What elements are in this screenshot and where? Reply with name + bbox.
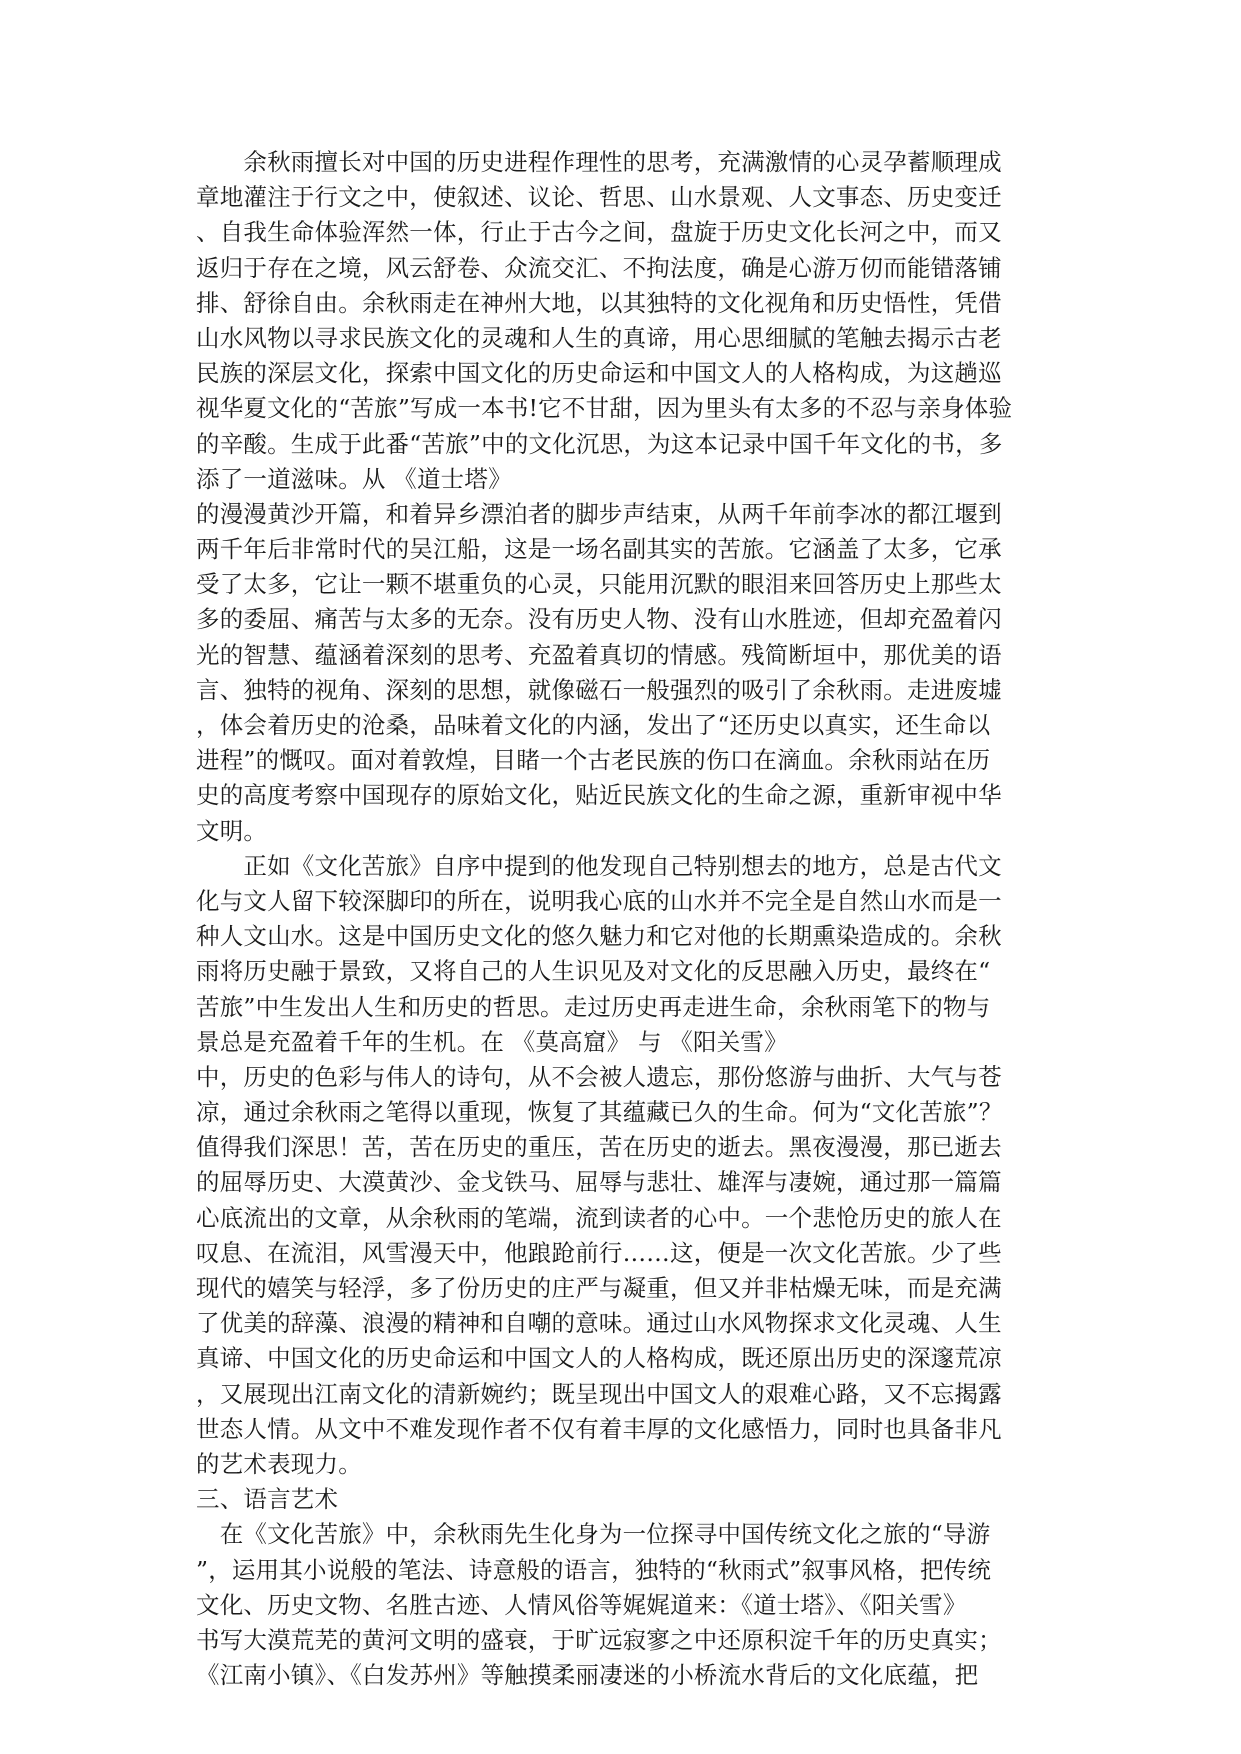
text-line: 、自我生命体验浑然一体，行止于古今之间，盘旋于历史文化长河之中，而又 — [196, 218, 1002, 247]
text-line: 正如《文化苦旅》自序中提到的他发现自己特别想去的地方，总是古代文 — [196, 851, 1002, 880]
text-line: 言、独特的视角、深刻的思想，就像磁石一般强烈的吸引了余秋雨。走进废墟 — [196, 675, 1002, 704]
text-line: 凉，通过余秋雨之笔得以重现，恢复了其蕴藏已久的生命。何为“文化苦旅”？ — [196, 1098, 1003, 1127]
text-line: 山水风物以寻求民族文化的灵魂和人生的真谛，用心思细腻的笔触去揭示古老 — [196, 323, 1002, 352]
text-line: ，体会着历史的沧桑，品味着文化的内涵，发出了“还历史以真实，还生命以 — [196, 711, 991, 739]
text-line: 的辛酸。生成于此番“苦旅”中的文化沉思，为这本记录中国千年文化的书，多 — [196, 429, 1003, 458]
text-line: 雨将历史融于景致，又将自己的人生识见及对文化的反思融入历史，最终在“ — [196, 957, 991, 986]
text-line: 史的高度考察中国现存的原始文化，贴近民族文化的生命之源，重新审视中华 — [196, 781, 1002, 810]
text-line: ”，运用其小说般的笔法、诗意般的语言，独特的“秋雨式”叙事风格，把传统 — [196, 1555, 992, 1584]
text-line: 书写大漠荒芜的黄河文明的盛衰，于旷远寂寥之中还原积淀千年的历史真实； — [196, 1625, 1002, 1654]
text-line: 两千年后非常时代的吴江船，这是一场名副其实的苦旅。它涵盖了太多，它承 — [196, 535, 1002, 564]
text-line: 民族的深层文化，探索中国文化的历史命运和中国文人的人格构成，为这趟巡 — [196, 359, 1002, 388]
text-line: 《江南小镇》、《白发苏州》等触摸柔丽凄迷的小桥流水背后的文化底蕴，把 — [196, 1661, 979, 1690]
text-line: 进程”的慨叹。面对着敦煌，目睹一个古老民族的伤口在滴血。余秋雨站在历 — [196, 746, 991, 775]
text-line: 值得我们深思！苦，苦在历史的重压，苦在历史的逝去。黑夜漫漫，那已逝去 — [196, 1133, 1002, 1162]
text-line: 文化、历史文物、名胜古迹、人情风俗等娓娓道来：《道士塔》、《阳关雪》 — [196, 1590, 967, 1619]
text-line: 光的智慧、蕴涵着深刻的思考、充盈着真切的情感。残简断垣中，那优美的语 — [196, 640, 1002, 669]
text-line: 受了太多，它让一颗不堪重负的心灵，只能用沉默的眼泪来回答历史上那些太 — [196, 570, 1002, 599]
text-line: 章地灌注于行文之中，使叙述、议论、哲思、山水景观、人文事态、历史变迁 — [196, 183, 1002, 212]
text-line: 中，历史的色彩与伟人的诗句，从不会被人遗忘，那份悠游与曲折、大气与苍 — [196, 1062, 1002, 1091]
text-line: 余秋雨擅长对中国的历史进程作理性的思考，充满激情的心灵孕蓄顺理成 — [196, 148, 1002, 176]
text-line: 心底流出的文章，从余秋雨的笔端，流到读者的心中。一个悲怆历史的旅人在 — [196, 1203, 1002, 1232]
text-line: 真谛、中国文化的历史命运和中国文人的人格构成，既还原出历史的深邃荒凉 — [196, 1344, 1002, 1373]
text-line: 文明。 — [196, 816, 268, 845]
text-line: 返归于存在之境，风云舒卷、众流交汇、不拘法度，确是心游万仞而能错落铺 — [196, 253, 1002, 282]
text-line: 的屈辱历史、大漠黄沙、金戈铁马、屈辱与悲壮、雄浑与凄婉，通过那一篇篇 — [196, 1168, 1002, 1197]
text-line: 世态人情。从文中不难发现作者不仅有着丰厚的文化感悟力，同时也具备非凡 — [196, 1414, 1002, 1443]
text-line: 多的委屈、痛苦与太多的无奈。没有历史人物、没有山水胜迹，但却充盈着闪 — [196, 605, 1002, 634]
text-line: 添了一道滋味。从 《道士塔》 — [196, 464, 512, 493]
body-text — [196, 145, 1056, 1693]
text-line: 叹息、在流泪，风雪漫天中，他踉跄前行……这，便是一次文化苦旅。少了些 — [196, 1238, 1002, 1267]
text-line: 的艺术表现力。 — [196, 1449, 362, 1478]
text-line: 三、语言艺术 — [196, 1485, 339, 1514]
text-line: 苦旅”中生发出人生和历史的哲思。走过历史再走进生命，余秋雨笔下的物与 — [196, 992, 991, 1021]
text-line: 景总是充盈着千年的生机。在 《莫高窟》 与 《阳关雪》 — [196, 1027, 788, 1056]
text-line: 排、舒徐自由。余秋雨走在神州大地，以其独特的文化视角和历史悟性，凭借 — [196, 288, 1002, 317]
text-line: 的漫漫黄沙开篇，和着异乡漂泊者的脚步声结束，从两千年前李冰的都江堰到 — [196, 499, 1002, 528]
text-line: 在《文化苦旅》中，余秋雨先生化身为一位探寻中国传统文化之旅的“导游 — [196, 1520, 991, 1549]
text-line: ，又展现出江南文化的清新婉约；既呈现出中国文人的艰难心路，又不忘揭露 — [196, 1379, 1002, 1408]
text-line: 种人文山水。这是中国历史文化的悠久魅力和它对他的长期熏染造成的。余秋 — [196, 922, 1002, 951]
text-line: 视华夏文化的“苦旅”写成一本书!它不甘甜，因为里头有太多的不忍与亲身体验 — [196, 394, 1013, 423]
text-line: 现代的嬉笑与轻浮，多了份历史的庄严与凝重，但又并非枯燥无味，而是充满 — [196, 1274, 1002, 1302]
text-line: 化与文人留下较深脚印的所在，说明我心底的山水并不完全是自然山水而是一 — [196, 886, 1002, 915]
text-line: 了优美的辞藻、浪漫的精神和自嘲的意味。通过山水风物探求文化灵魂、人生 — [196, 1309, 1002, 1338]
